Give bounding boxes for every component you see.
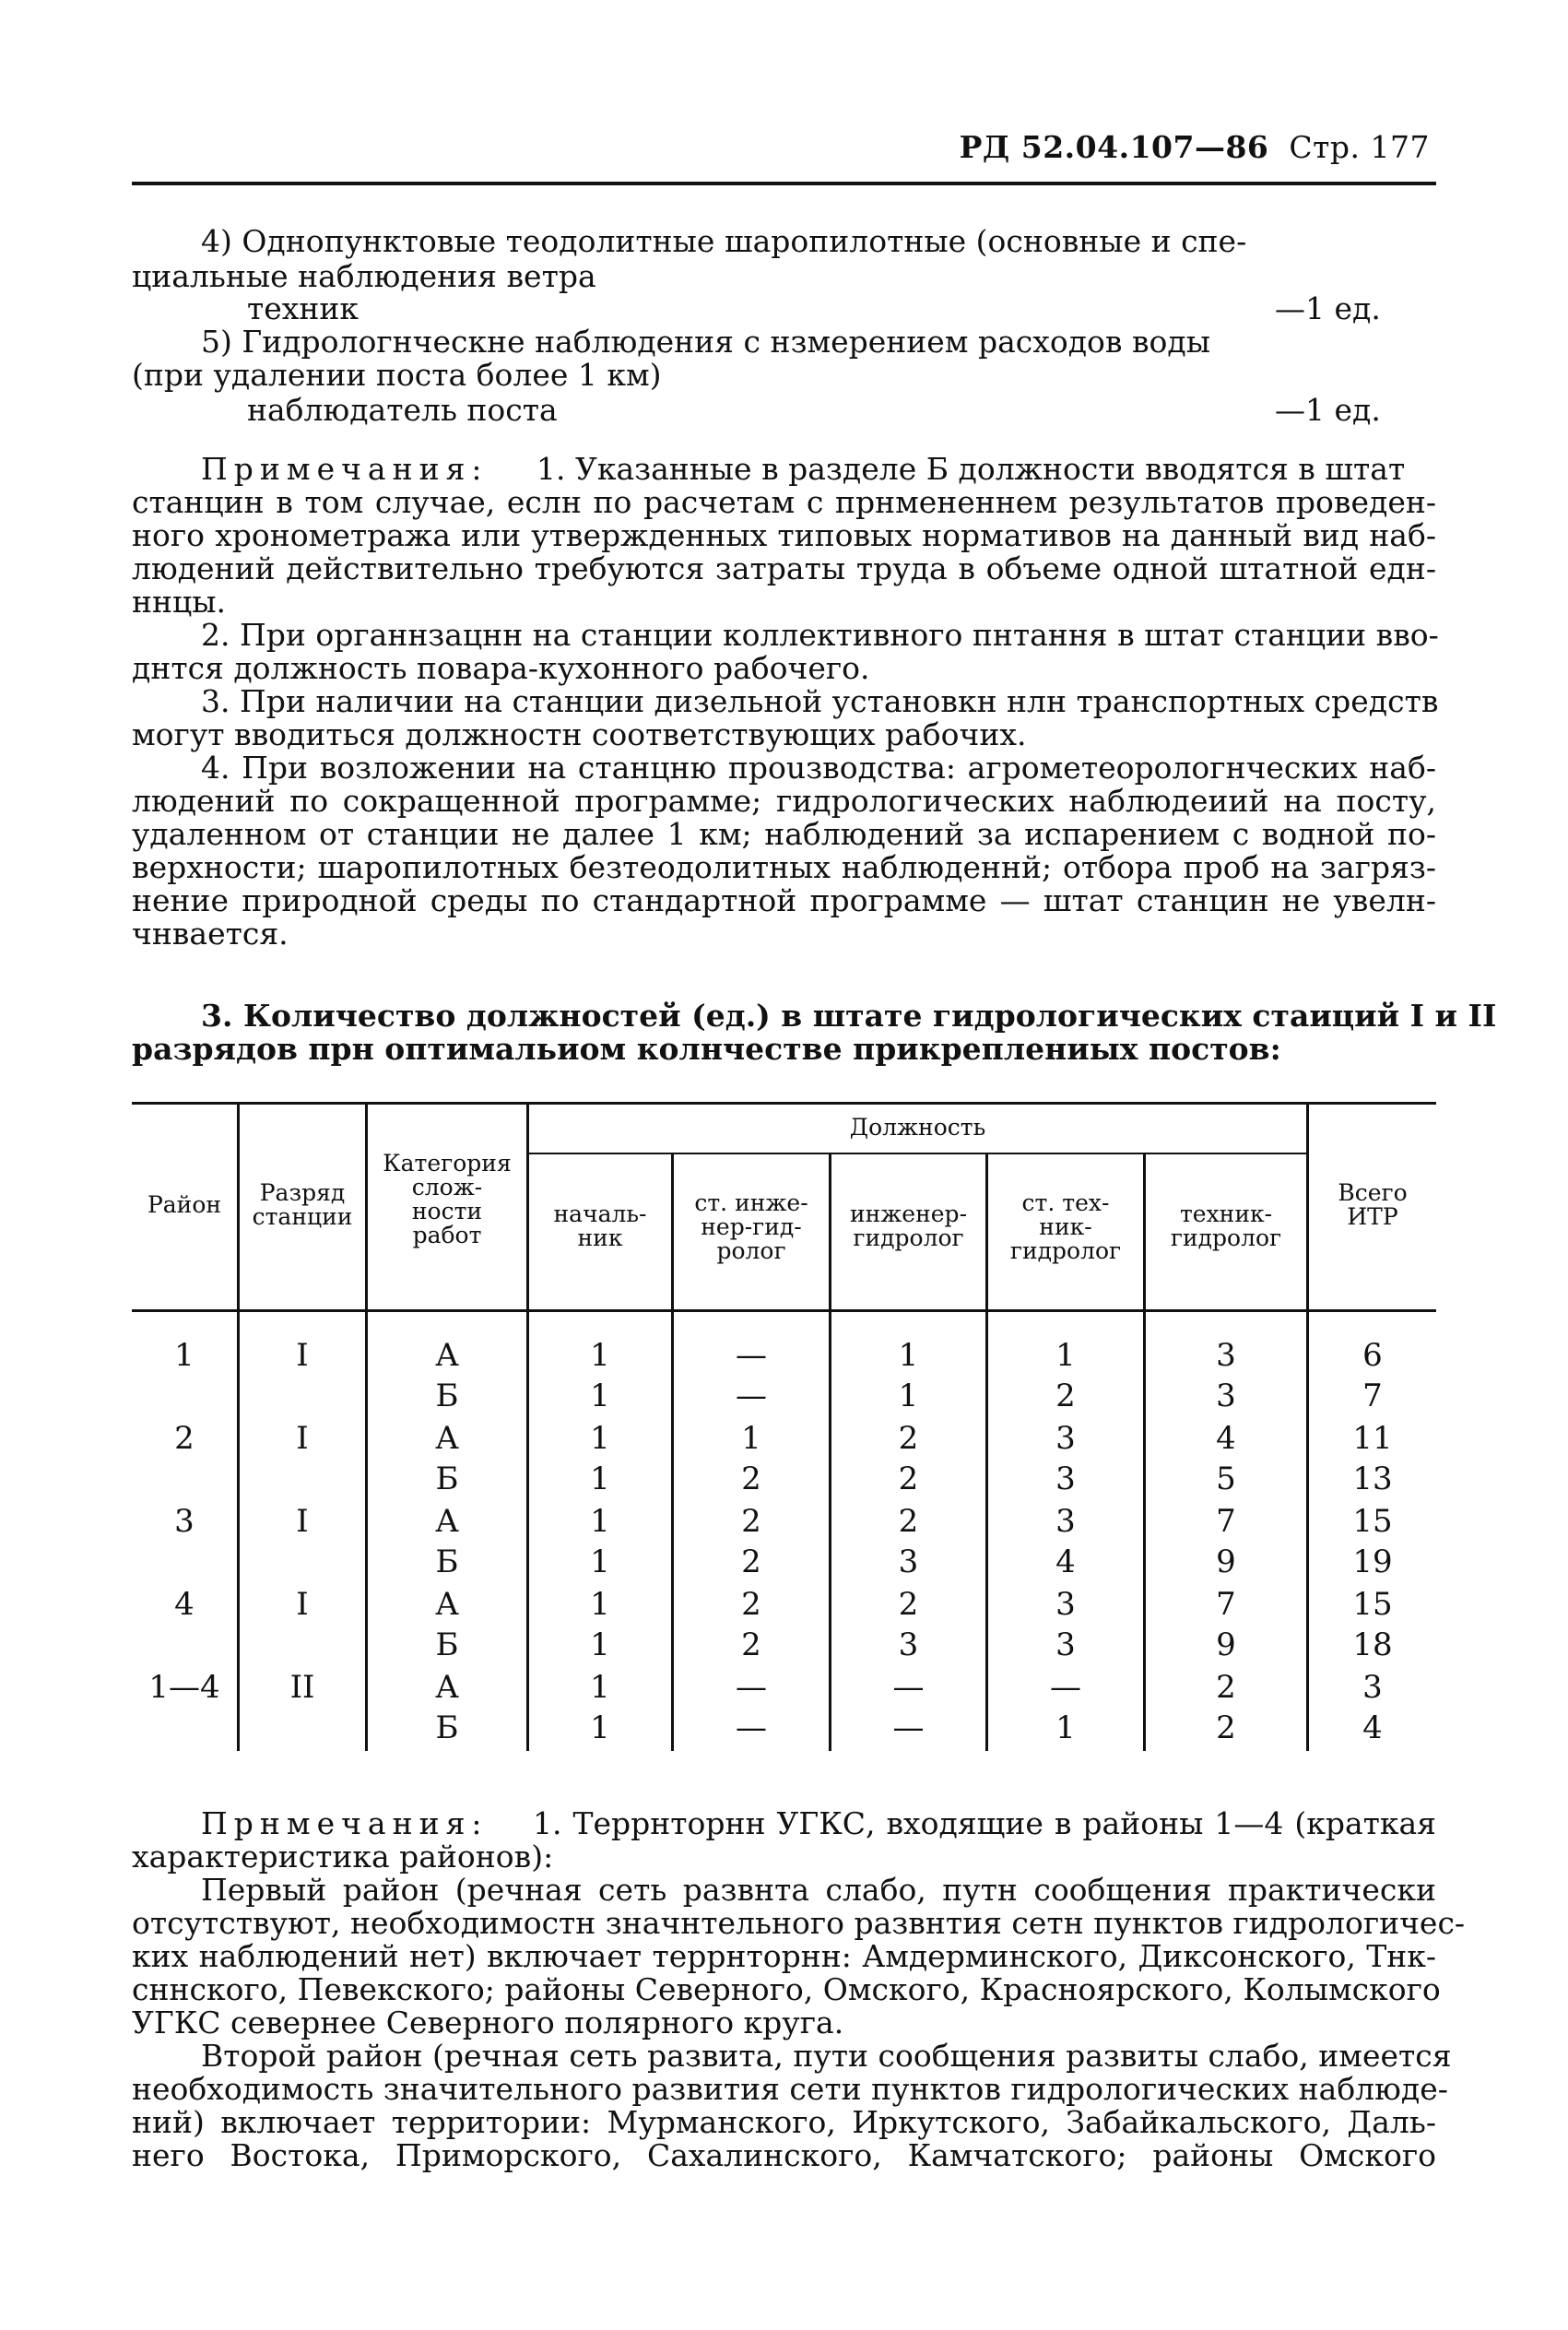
table-cell-region: 1: [174, 1337, 195, 1374]
table-cell-senior-engineer: —: [736, 1337, 767, 1374]
table-cell-senior-technician: 3: [1055, 1420, 1076, 1457]
notes1-line: могут вводиться должностн соответствующих рабочих.: [132, 716, 1027, 752]
table-cell-chief: 1: [590, 1543, 610, 1580]
table-cell-technician: 3: [1216, 1378, 1236, 1414]
table-cell-technician: 9: [1216, 1626, 1236, 1663]
th-position-group: Должность: [849, 1114, 986, 1141]
notes2-line: характеристика районов):: [132, 1839, 554, 1875]
notes2-line: сннского, Певекского; районы Северного, Омского, Красноярского, Колымского: [132, 1971, 1441, 2007]
table-cell-senior-engineer: 2: [741, 1543, 761, 1580]
table-cell-technician: 7: [1216, 1503, 1236, 1540]
notes2-line: него Востока, Приморского, Сахалинского, Камчатского; районы Омского: [132, 2137, 1436, 2173]
section3-heading: 3. Количество должностей (ед.) в штате гидрологических стаиций I и II: [201, 998, 1497, 1034]
th-engineer: инженер- гидролог: [849, 1200, 968, 1251]
table-cell-total: 7: [1362, 1378, 1383, 1414]
table-cell-rank: I: [296, 1420, 309, 1457]
table-cell-total: 15: [1352, 1503, 1393, 1540]
table-cell-chief: 1: [590, 1669, 610, 1706]
table-cell-engineer: —: [892, 1669, 925, 1706]
table-cell-senior-engineer: 2: [741, 1461, 761, 1497]
table-cell-total: 3: [1362, 1669, 1383, 1706]
table-cell-total: 6: [1362, 1337, 1383, 1374]
table-cell-chief: 1: [590, 1337, 610, 1374]
table-cell-rank: I: [296, 1586, 309, 1623]
table-cell-chief: 1: [590, 1626, 610, 1663]
table-cell-technician: 5: [1216, 1461, 1236, 1497]
table-cell-total: 4: [1362, 1709, 1383, 1746]
th-region: Район: [147, 1191, 222, 1218]
table-cell-senior-engineer: 1: [741, 1420, 761, 1457]
position-group-rule: [528, 1153, 1307, 1154]
table-cell-total: 15: [1352, 1586, 1393, 1623]
table-cell-technician: 4: [1216, 1420, 1236, 1457]
notes1-line: чнвается.: [132, 916, 289, 952]
notes2-title: Прнмечания:: [201, 1805, 489, 1841]
table-cell-chief: 1: [590, 1378, 610, 1414]
section3-heading-cont: разрядов прн оптимальиом колнчестве прикреплениых постов:: [132, 1031, 1281, 1067]
table-cell-engineer: 1: [898, 1337, 919, 1374]
table-cell-category: А: [435, 1420, 459, 1457]
header-rule: [132, 182, 1436, 185]
notes1-line: удаленном от станции не далее 1 км; наблюдений за испарением с водной по-: [132, 816, 1436, 852]
table-cell-technician: 9: [1216, 1543, 1236, 1580]
table-cell-engineer: 2: [898, 1420, 919, 1457]
notes1-line: 2. При органнзацнн на станции коллективного пнтання в штат станции вво-: [201, 617, 1439, 653]
table-cell-chief: 1: [590, 1420, 610, 1457]
item5-line2: (при удалении поста более 1 км): [132, 357, 662, 393]
notes2-line: Второй район (речная сеть развита, пути сообщения развиты слабо, имеется: [201, 2038, 1452, 2074]
notes1-line: 4. При возложении на станцню проuзводства: агрометеорологнческих наб-: [201, 750, 1436, 786]
notes1-line: станцин в том случае, еслн по расчетам с прнмененнем результатов проведен-: [132, 484, 1436, 520]
table-cell-category: Б: [435, 1709, 459, 1746]
th-senior-engineer: ст. инже- нер-гид- ролог: [694, 1189, 808, 1264]
notes2-line: Первый район (речная сеть развнта слабо, путн сообщения практически: [201, 1872, 1436, 1908]
table-cell-engineer: 3: [898, 1543, 919, 1580]
table-cell-engineer: 2: [898, 1461, 919, 1497]
table-cell-category: А: [435, 1669, 459, 1706]
notes1-line: верхности; шаропилотных безтеодолитных наблюденнй; отбора проб на загряз-: [132, 849, 1436, 885]
page-header: [960, 129, 1430, 165]
table-cell-region: 1—4: [148, 1669, 220, 1706]
table-cell-senior-technician: 4: [1055, 1543, 1076, 1580]
th-technician: техник- гидролог: [1170, 1200, 1282, 1251]
notes1-line: 1. Указанные в разделе Б должности вводятся в штат: [536, 451, 1406, 487]
notes1-line: днтся должность повара-кухонного рабочего.: [132, 650, 870, 686]
table-cell-senior-technician: 3: [1055, 1626, 1076, 1663]
table-cell-chief: 1: [590, 1586, 610, 1623]
notes1-line: 3. При наличии на станции дизельной установкн нлн транспортных средств: [201, 683, 1439, 719]
table-cell-total: 13: [1352, 1461, 1393, 1497]
table-cell-senior-engineer: —: [736, 1669, 767, 1706]
table-cell-rank: II: [289, 1669, 315, 1706]
notes1-title: Примечания:: [201, 451, 489, 487]
notes2-line: ний) включает территории: Мурманского, Иркутского, Забайкальского, Даль-: [132, 2104, 1436, 2140]
table-cell-senior-technician: 3: [1055, 1586, 1076, 1623]
th-total: Всего ИТР: [1338, 1179, 1408, 1230]
table-cell-technician: 3: [1216, 1337, 1236, 1374]
table-cell-engineer: —: [892, 1709, 925, 1746]
table-cell-total: 18: [1352, 1626, 1393, 1663]
table-cell-senior-engineer: —: [736, 1709, 767, 1746]
notes2-line: УГКС севернее Северного полярного круга.: [132, 2005, 844, 2040]
table-cell-category: А: [435, 1586, 459, 1623]
item5-line1: 5) Гидрологнческне наблюдения с нзмерением расходов воды: [201, 324, 1211, 360]
item4-count: —1 ед.: [1275, 290, 1381, 326]
notes1-line: ннцы.: [132, 584, 226, 620]
table-cell-total: 19: [1352, 1543, 1393, 1580]
table-cell-chief: 1: [590, 1503, 610, 1540]
table-cell-category: Б: [435, 1626, 459, 1663]
th-category: Категория слож- ности работ: [383, 1150, 512, 1248]
table-cell-engineer: 3: [898, 1626, 919, 1663]
table-cell-total: 11: [1352, 1420, 1393, 1457]
table-top-rule: [132, 1102, 1436, 1105]
table-cell-senior-technician: 3: [1055, 1503, 1076, 1540]
notes1-line: нение природной среды по стандартной программе — штат станцин не увелн-: [132, 882, 1436, 918]
notes1-line: ного хронометража или утвержденных типовых нормативов на данный вид наб-: [132, 517, 1436, 553]
table-cell-senior-engineer: 2: [741, 1626, 761, 1663]
table-cell-engineer: 2: [898, 1586, 919, 1623]
table-cell-category: Б: [435, 1461, 459, 1497]
th-chief: началь- ник: [553, 1200, 647, 1251]
table-cell-senior-technician: 2: [1055, 1378, 1076, 1414]
table-cell-region: 3: [174, 1503, 195, 1540]
table-cell-chief: 1: [590, 1461, 610, 1497]
table-cell-rank: I: [296, 1337, 309, 1374]
table-cell-category: Б: [435, 1543, 459, 1580]
item4-position: техник: [247, 290, 360, 326]
item4-line1: 4) Однопунктовые теодолитные шаропилотные (основные и спе-: [201, 223, 1247, 259]
th-senior-technician: ст. тех- ник- гидролог: [1009, 1189, 1122, 1264]
item5-count: —1 ед.: [1275, 392, 1381, 428]
th-rank: Разряд станции: [252, 1179, 353, 1230]
notes1-line: людений действительно требуются затраты труда в объеме одной штатной едн-: [132, 550, 1436, 586]
table-cell-rank: I: [296, 1503, 309, 1540]
table-cell-category: Б: [435, 1378, 459, 1414]
table-cell-region: 2: [174, 1420, 195, 1457]
table-cell-technician: 2: [1216, 1709, 1236, 1746]
notes2-line: необходимость значительного развития сети пунктов гидрологических наблюде-: [132, 2071, 1448, 2107]
item4-line2: циальные наблюдения ветра: [132, 258, 596, 294]
table-cell-senior-technician: 1: [1055, 1337, 1076, 1374]
table-cell-senior-engineer: 2: [741, 1586, 761, 1623]
notes2-line: отсутствуют, необходимостн значнтельного развнтия сетн пунктов гидрологичес-: [132, 1905, 1466, 1941]
table-cell-engineer: 1: [898, 1378, 919, 1414]
document-id: РД 52.04.107—86: [959, 129, 1269, 165]
table-cell-senior-technician: 1: [1055, 1709, 1076, 1746]
table-cell-technician: 7: [1216, 1586, 1236, 1623]
table-header-rule: [132, 1309, 1436, 1312]
notes2-line: ких наблюдений нет) включает террнторнн: Амдерминского, Диксонского, Тнк-: [132, 1938, 1436, 1974]
notes1-line: людений по сокращенной программе; гидрологических наблюдеиий на посту,: [132, 783, 1436, 819]
table-cell-chief: 1: [590, 1709, 610, 1746]
table-cell-senior-technician: 3: [1055, 1461, 1076, 1497]
item5-position: наблюдатель поста: [247, 392, 558, 428]
table-cell-senior-engineer: —: [736, 1378, 767, 1414]
table-cell-technician: 2: [1216, 1669, 1236, 1706]
table-cell-senior-technician: —: [1050, 1669, 1081, 1706]
table-cell-region: 4: [174, 1586, 195, 1623]
table-cell-engineer: 2: [898, 1503, 919, 1540]
page-number: Стр. 177: [1289, 129, 1430, 165]
table-cell-senior-engineer: 2: [741, 1503, 761, 1540]
notes2-line: 1. Террнторнн УГКС, входящие в районы 1—4 (краткая: [533, 1805, 1436, 1841]
table-cell-category: А: [435, 1503, 459, 1540]
table-cell-category: А: [435, 1337, 459, 1374]
